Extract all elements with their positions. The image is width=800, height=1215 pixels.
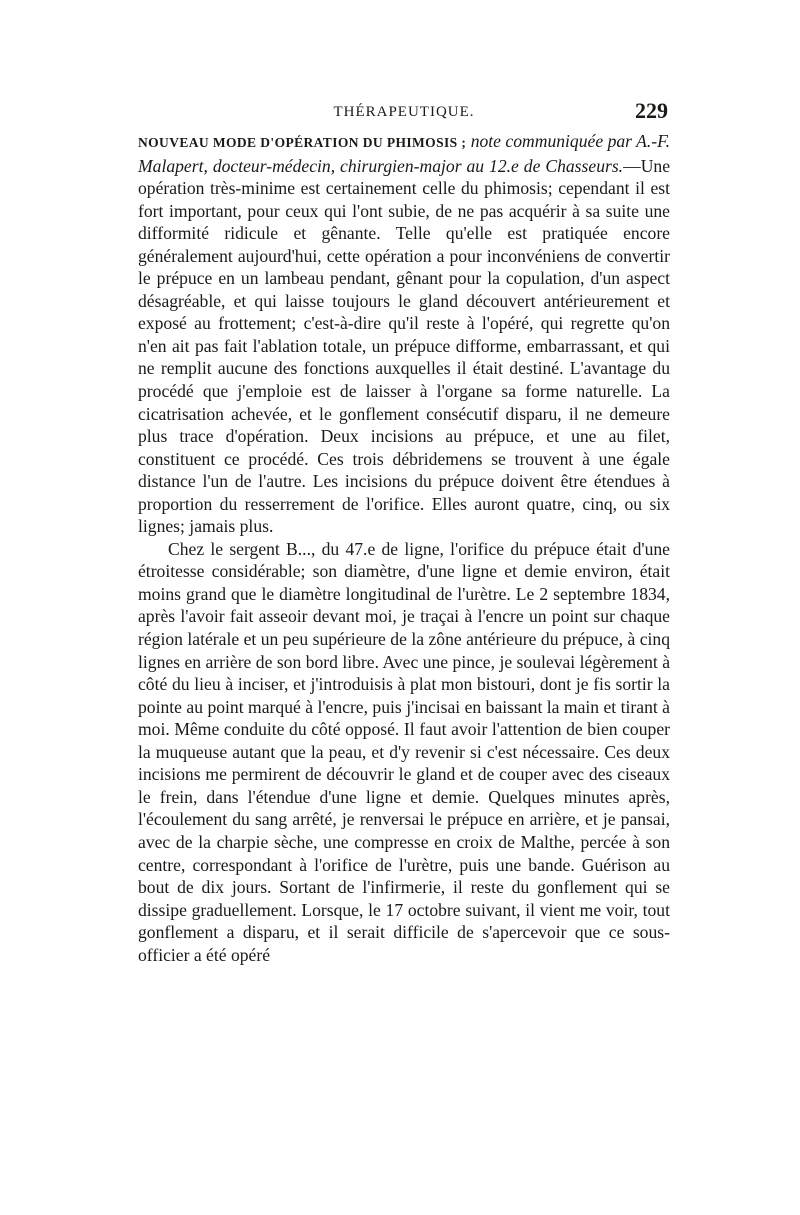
article-subtitle: note communiquée par A.-F. Malapert, docteur-médecin, chirurgien-major au 12.e de Chasseurs. [138,131,671,176]
paragraph-1-text: —Une opération très-minime est certainement celle du phimosis; cependant il est fort important, pour ceux qui l'ont subie, de ne pas acquérir à sa suite une difformité ridicule et gênante. Telle qu'elle est pratiquée encore généralement aujourd'hui, cette opération a pour inconvéniens de convertir le prépuce en un lambeau pendant, gênant pour la copulation, d'un aspect désagréable, et qui laisse toujours le gland découvert antérieurement et exposé au frottement; c'est-à-dire qu'il reste à l'opéré, qui regrette qu'on n'en ait pas fait l'ablation totale, un prépuce difforme, embarrassant, et qui ne remplit aucune des fonctions auxquelles il était destiné. L'avantage du procédé que j'emploie est de laisser à l'organe sa forme naturelle. La cicatrisation achevée, et le gonflement consécutif disparu, il ne demeure plus trace d'opération. Deux incisions au prépuce, et une au filet, constituent ce procédé. Ces trois débridemens se trouvent à une égale distance l'un de l'autre. Les incisions du prépuce doivent être étendues à proportion du resserrement de l'orifice. Elles auront quatre, cinq, ou six lignes; jamais plus. [138,155,670,537]
running-title: THÉRAPEUTIQUE. [333,104,475,120]
article-title: NOUVEAU MODE D'OPÉRATION DU PHIMOSIS ; [138,135,467,150]
paragraph-2: Chez le sergent B..., du 47.e de ligne, l'orifice du prépuce était d'une étroitesse considérable; son diamètre, d'une ligne et demie environ, était moins grand que le diamètre longitudinal de l'urètre. Le 2 septembre 1834, après l'avoir fait asseoir devant moi, je traçai à l'encre un point sur chaque région latérale et un peu supérieure de la zône antérieure du prépuce, à cinq lignes en arrière de son bord libre. Avec une pince, je soulevai légèrement à côté du lieu à inciser, et j'introduisis à plat mon bistouri, dont je fis sortir la pointe au point marqué à l'encre, puis j'incisai en baissant la main et tirant à moi. Même conduite du côté opposé. Il faut avoir l'attention de bien couper la muqueuse autant que la peau, et d'y revenir si c'est nécessaire. Ces deux incisions me permirent de découvrir le gland et de couper avec des ciseaux le frein, dans l'étendue d'une ligne et demie. Quelques minutes après, l'écoulement du sang arrêté, je renversai le prépuce en arrière, et je pansai, avec de la charpie sèche, une compresse en croix de Malthe, percée à son centre, correspondant à l'orifice de l'urètre, puis une bande. Guérison au bout de dix jours. Sortant de l'infirmerie, il reste du gonflement qui se dissipe graduellement. Lorsque, le 17 octobre suivant, il vient me voir, tout gonflement a disparu, et il serait difficile de s'apercevoir que ce sous-officier a été opéré [138,538,670,965]
page-number: 229 [635,98,668,123]
article-body [138,130,670,966]
page-header [140,98,668,128]
paragraph-1 [138,130,670,538]
